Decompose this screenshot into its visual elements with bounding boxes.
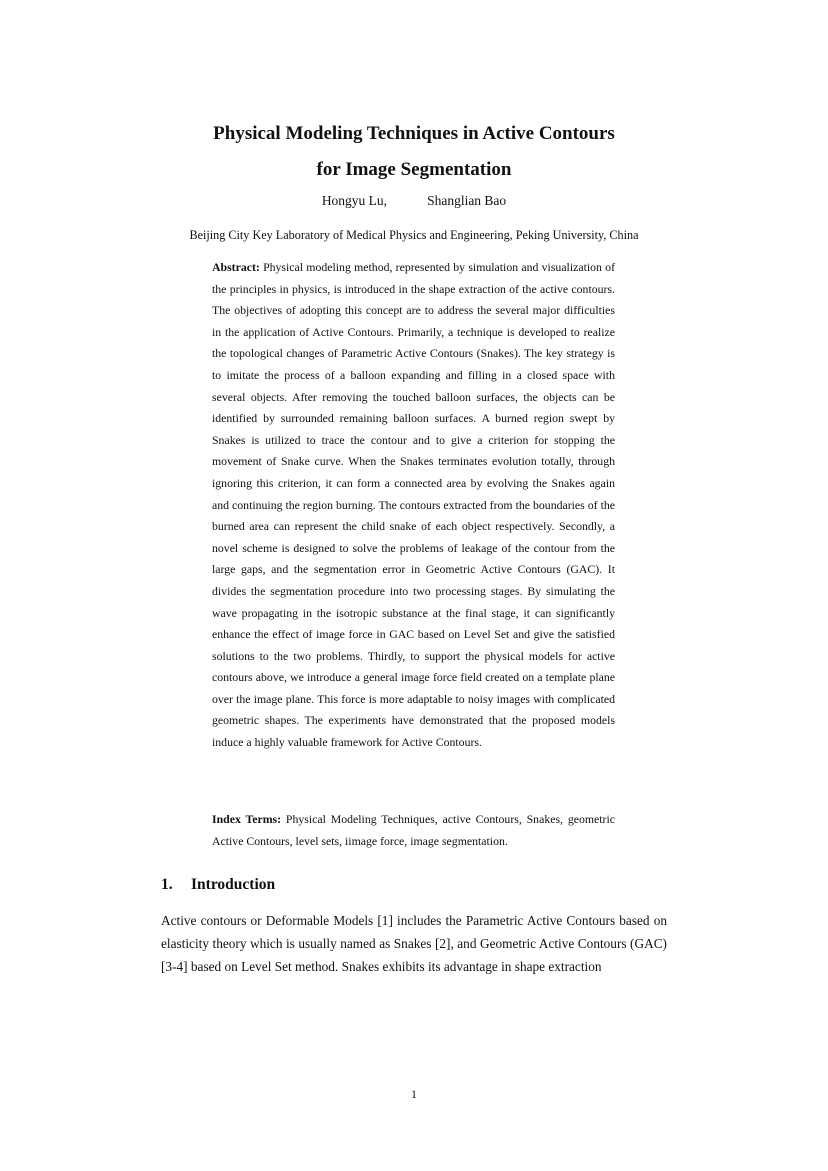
author-1: Hongyu Lu, [321,193,388,208]
index-terms-text: Physical Modeling Techniques, active Contours, Snakes, geometric Active Contours, level sets, iimage force, image segmentation. [212,812,615,848]
paper-title [0,116,828,188]
index-terms [212,809,615,852]
author-list [0,192,828,210]
page-number: 1 [411,1087,417,1101]
abstract-label: Abstract: [212,260,260,274]
author-2: Shanglian Bao [427,193,507,208]
section-number: 1. [161,876,173,893]
section-title: Introduction [191,876,276,893]
abstract [212,257,615,754]
introduction-paragraph: Active contours or Deformable Models [1] includes the Parametric Active Contours based on elasticity theory which is usually named as Snakes [2], and Geometric Active Contours (GAC) [3-4] based on Level Set method. Snakes exhibits its advantage in shape extraction [161,913,667,974]
index-terms-label: Index Terms: [212,812,282,826]
section-heading-introduction [161,874,275,896]
abstract-text: Physical modeling method, represented by simulation and visualization of the principles in physics, is introduced in the shape extraction of the active contours. The objectives of adopting this concept are to address the several major difficulties in the application of Active Contours. Primarily, a technique is developed to realize the topological changes of Parametric Active Contours (Snakes). The key strategy is to imitate the process of a balloon expanding and filling in a closed space with several objects. After removing the touched balloon surfaces, the objects can be identified by surrounded remaining balloon surfaces. A burned region swept by Snakes is utilized to trace the contour and to give a criterion for stopping the movement of Snake curve. When the Snakes terminates evolution totally, through ignoring this criterion, it can form a connected area by evolving the Snakes again and continuing the region burning. The contours extracted from the boundaries of the burned area can represent the child snake of each object respectively. Secondly, a novel scheme is designed to solve the problems of leakage of the contour from the large gaps, and the segmentation error in Geometric Active Contours (GAC). It divides the segmentation procedure into two processing stages. By simulating the wave propagating in the isotropic substance at the final stage, it can significantly enhance the effect of image force in GAC based on Level Set and give the satisfied solutions to the two problems. Thirdly, to support the physical models for active contours above, we introduce a general image force field created on a template plane over the image plane. This force is more adaptable to noisy images with complicated geometric shapes. The experiments have demonstrated that the proposed models induce a highly valuable framework for Active Contours. [212,260,616,750]
title-line-2: for Image Segmentation [316,159,512,180]
affiliation: Beijing City Key Laboratory of Medical Physics and Engineering, Peking University, China [189,228,639,242]
title-line-1: Physical Modeling Techniques in Active Contours [213,123,615,144]
